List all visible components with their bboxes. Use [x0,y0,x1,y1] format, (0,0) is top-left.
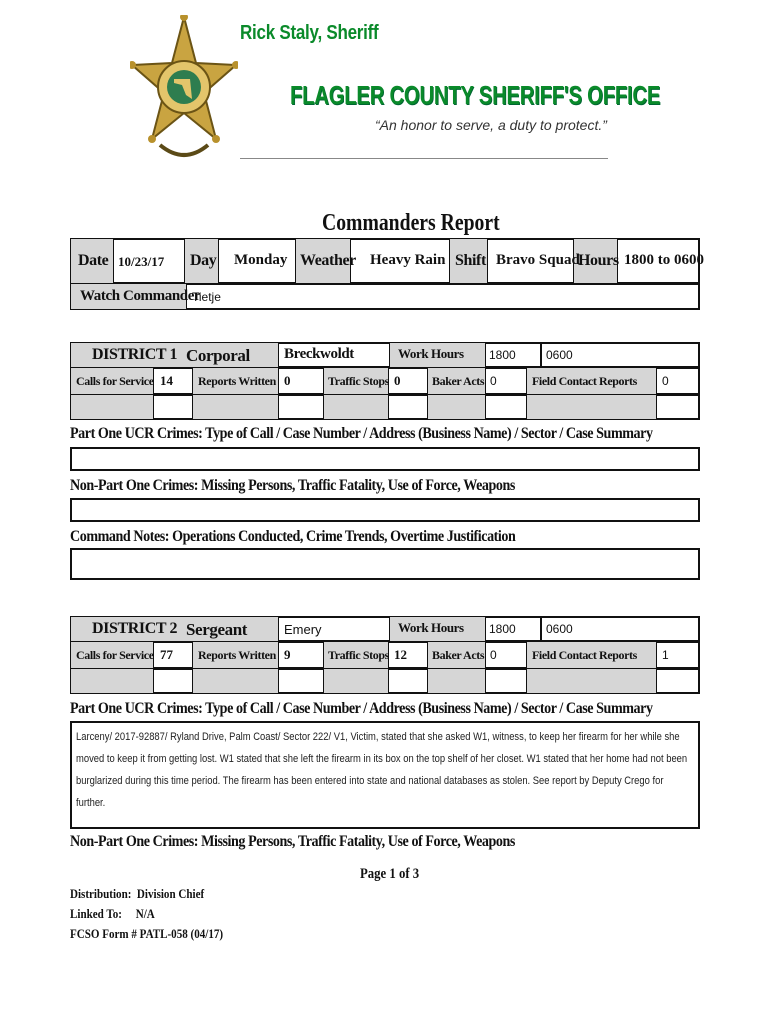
d2-blank-cell[interactable] [656,669,699,693]
d2-part-one-heading: Part One UCR Crimes: Type of Call / Case Number / Address (Business Name) / Sector / Case Summary [70,700,653,717]
d2-calls-label: Calls for Service [76,648,154,662]
d1-blank-cell[interactable] [656,395,699,419]
d1-baker-label: Baker Acts [432,374,485,388]
d1-command-field[interactable] [70,548,700,580]
d2-fcr-label: Field Contact Reports [532,648,637,662]
d2-baker: 0 [490,648,497,662]
d1-end: 0600 [546,348,573,362]
d1-officer: Breckwoldt [284,346,354,362]
watch-commander-label: Watch Commander [80,288,201,304]
d1-baker: 0 [490,374,497,388]
d2-rank: Sergeant [186,620,248,639]
d1-part-one-heading: Part One UCR Crimes: Type of Call / Case Number / Address (Business Name) / Sector / Case Summary [70,425,653,442]
d2-traffic-label: Traffic Stops [328,648,389,662]
watch-commander-field[interactable] [186,284,699,309]
d2-officer: Emery [284,622,322,637]
d2-part-one-text: Larceny/ 2017-92887/ Ryland Drive, Palm Coast/ Sector 222/ V1, Victim, stated that she asked W1, witness, to keep her firearm for her while she moved to keep it from getting lost. W1 stated that she left the firearm in its box on the top shelf of her closet. W1 stated that her home had not been burglarized during this time period. The firearm has been entered into state and national databases as stolen. See report by Deputy Crego for further. [76,731,688,809]
d2-traffic: 12 [394,647,407,662]
d2-work-hours-label: Work Hours [398,620,464,635]
report-title: Commanders Report [322,210,500,236]
d1-rank: Corporal [186,346,250,365]
weather-label: Weather [300,252,356,269]
d1-blank-cell[interactable] [388,395,428,419]
page-number: Page 1 of 3 [360,866,420,882]
d1-blank-cell[interactable] [485,395,527,419]
d2-blank-cell[interactable] [485,669,527,693]
date-label: Date [78,252,109,269]
d2-baker-label: Baker Acts [432,648,485,662]
d2-end: 0600 [546,622,573,636]
d1-reports: 0 [284,373,291,388]
d1-traffic-label: Traffic Stops [328,374,389,388]
d1-calls-label: Calls for Service [76,374,154,388]
d2-calls: 77 [160,647,173,662]
office-motto: “An honor to serve, a duty to protect.” [375,117,607,133]
d1-traffic: 0 [394,373,401,388]
office-name: FLAGLER COUNTY SHERIFF'S OFFICE [290,80,661,110]
hours-value: 1800 to 0600 [624,252,704,268]
day-label: Day [190,252,217,269]
d2-reports: 9 [284,647,291,662]
linked-to: Linked To: N/A [70,906,155,921]
sheriff-badge-icon [130,15,238,175]
d1-non-part-one-field[interactable] [70,498,700,522]
d2-blank-cell[interactable] [278,669,324,693]
d1-fcr-label: Field Contact Reports [532,374,637,388]
weather-value: Heavy Rain [370,252,446,268]
d2-fcr: 1 [662,648,669,662]
d1-name: DISTRICT 1 [92,346,178,363]
day-value: Monday [234,252,288,268]
date-value: 10/23/17 [118,254,165,269]
d2-reports-label: Reports Written [198,648,276,662]
d1-calls: 14 [160,373,173,388]
distribution: Distribution: Division Chief [70,886,205,901]
d1-part-one-field[interactable] [70,447,700,471]
d1-work-hours-label: Work Hours [398,346,464,361]
d1-non-part-one-heading: Non-Part One Crimes: Missing Persons, Traffic Fatality, Use of Force, Weapons [70,477,515,494]
d1-blank-cell[interactable] [153,395,193,419]
d1-command-heading: Command Notes: Operations Conducted, Crime Trends, Overtime Justification [70,528,516,545]
d1-calls-field[interactable] [153,368,193,394]
d2-non-part-one-heading: Non-Part One Crimes: Missing Persons, Traffic Fatality, Use of Force, Weapons [70,833,515,850]
d1-fcr: 0 [662,374,669,388]
form-number: FCSO Form # PATL-058 (04/17) [70,926,224,941]
d2-start: 1800 [489,622,516,636]
header-rule [240,158,608,159]
d2-name: DISTRICT 2 [92,620,178,637]
d2-calls-field[interactable] [153,642,193,668]
watch-commander-value: Tietje [192,290,221,304]
d1-blank-cell[interactable] [278,395,324,419]
d2-blank-cell[interactable] [153,669,193,693]
shift-value: Bravo Squad [496,252,580,268]
d2-blank-cell[interactable] [388,669,428,693]
hours-label: Hours [578,252,619,269]
d1-reports-label: Reports Written [198,374,276,388]
d1-start: 1800 [489,348,516,362]
sheriff-name: Rick Staly, Sheriff [240,22,379,44]
shift-label: Shift [455,252,486,269]
